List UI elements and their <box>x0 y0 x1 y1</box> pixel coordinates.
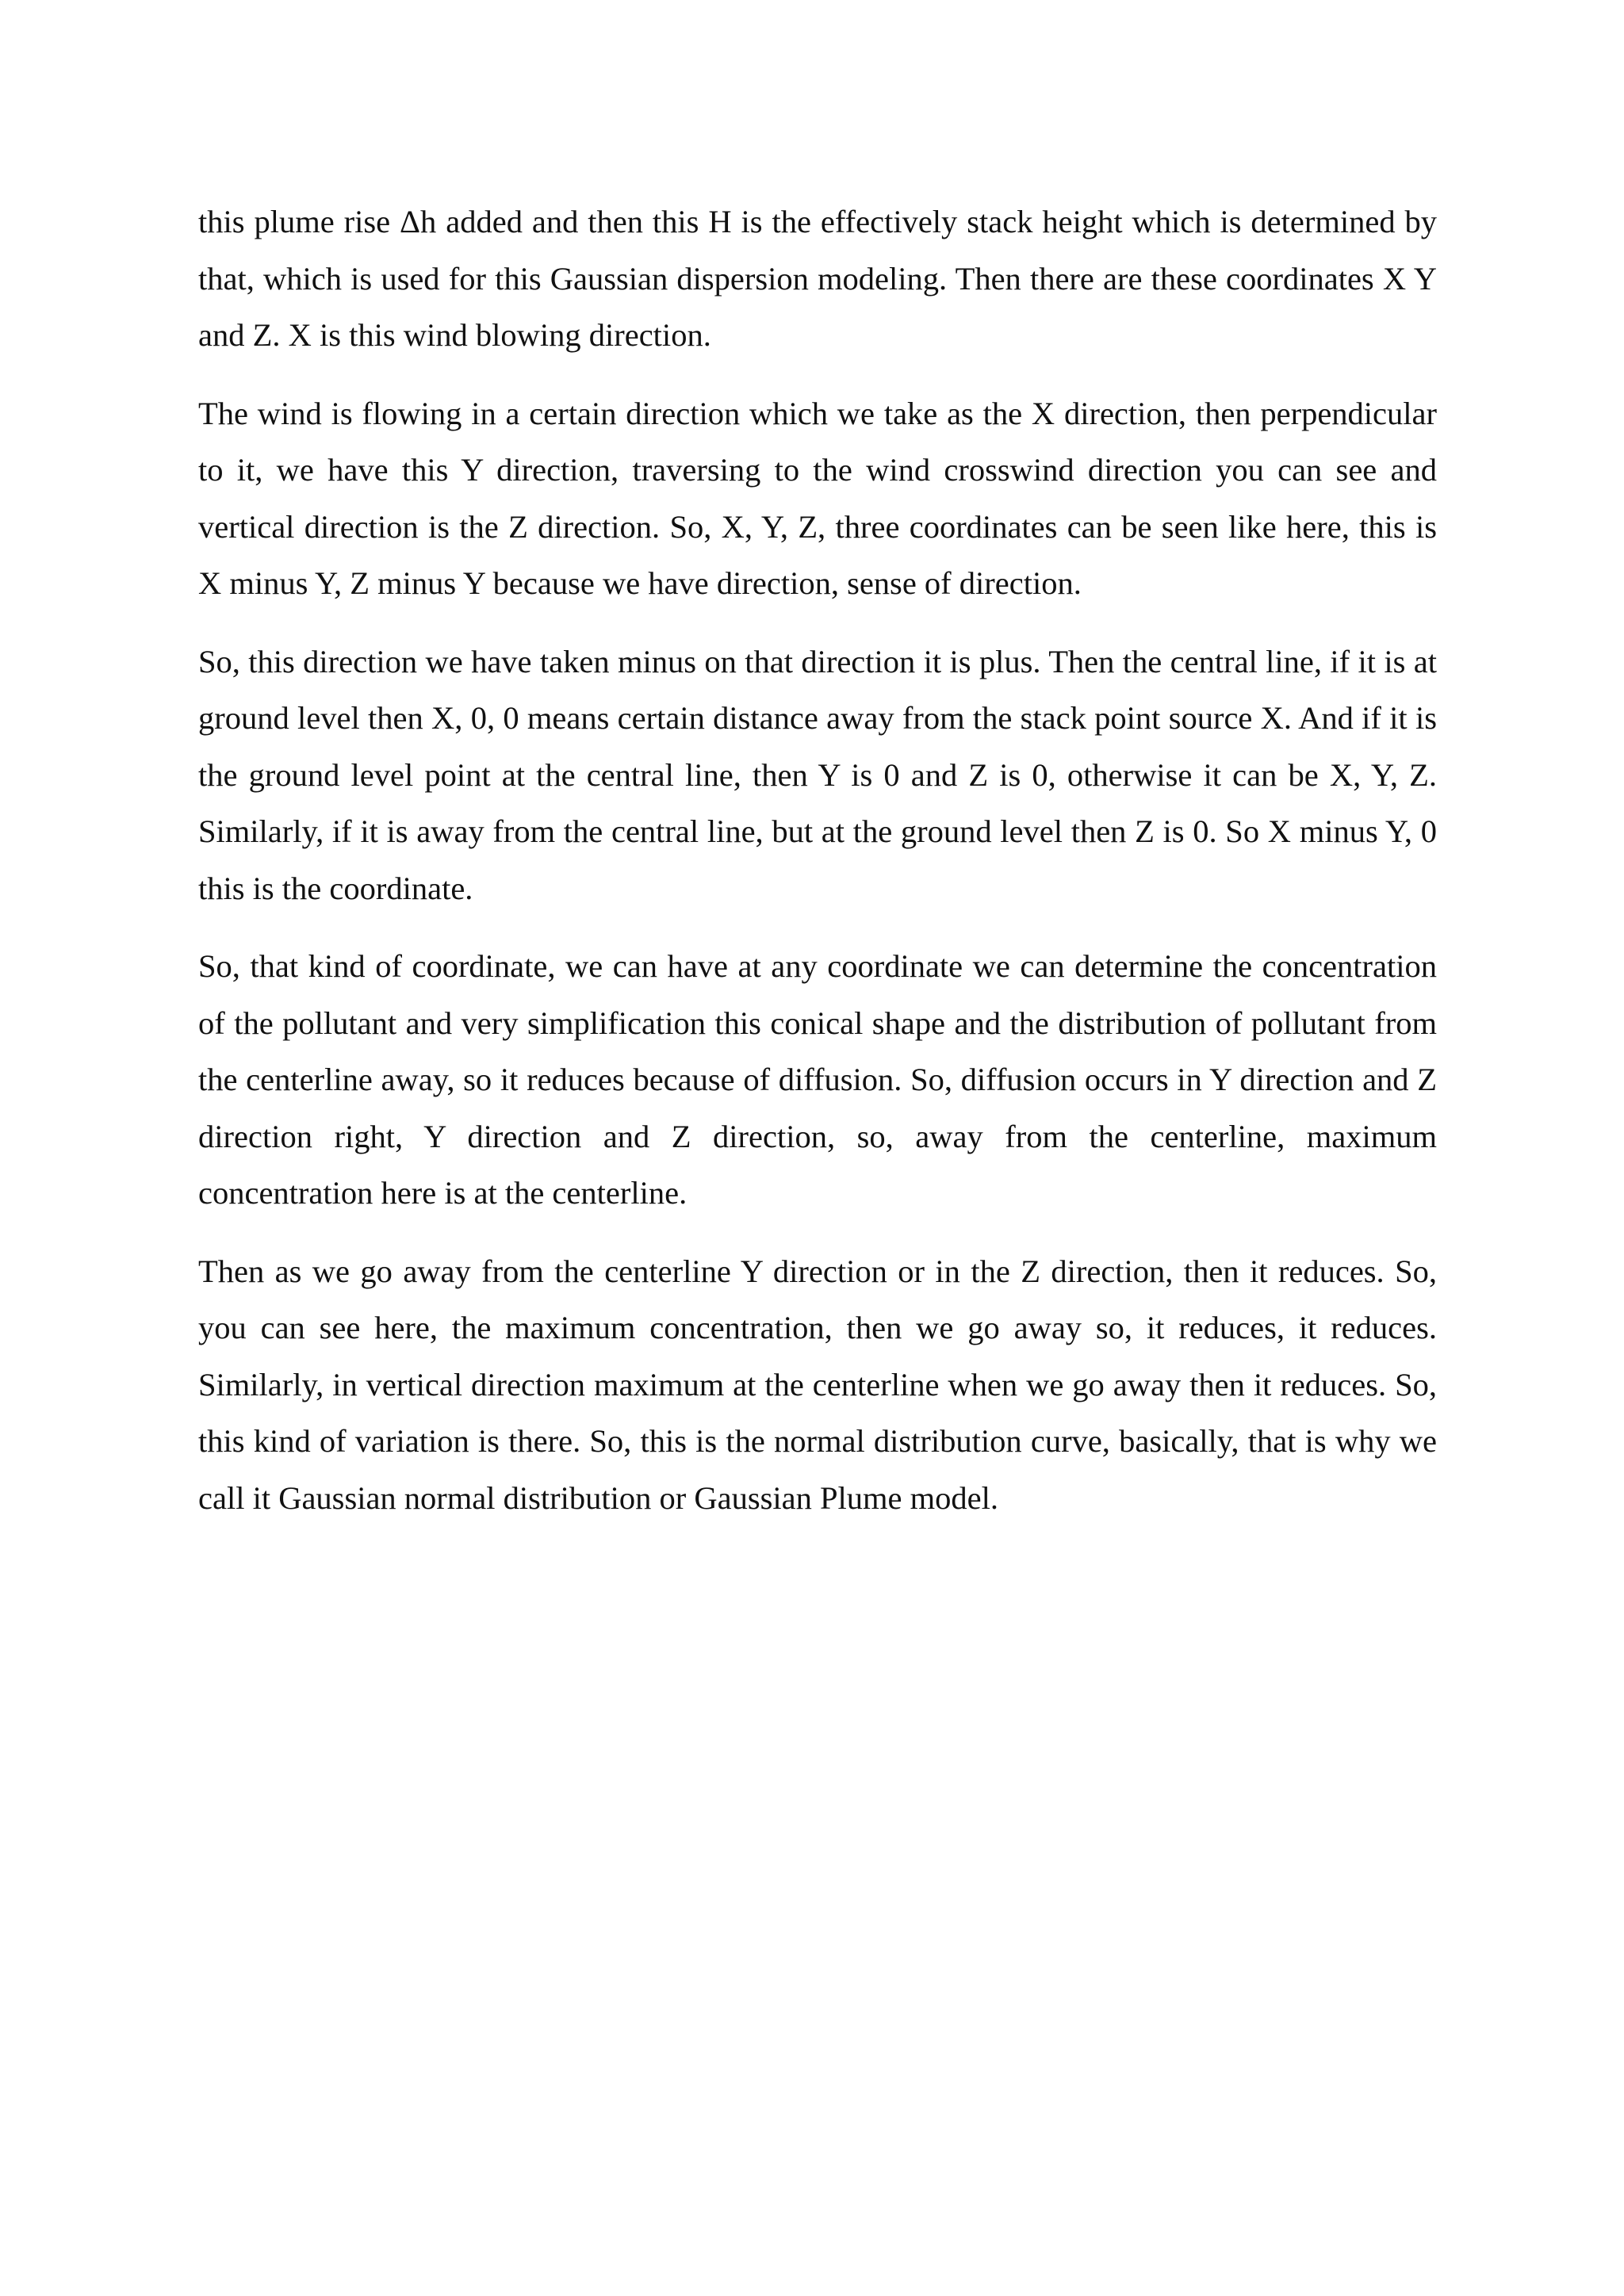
paragraph-4: So, that kind of coordinate, we can have at any coordinate we can determine the concentration of the pollutant and very simplification this conical shape and the distribution of pollutant from the centerline away, so it reduces because of diffusion. So, diffusion occurs in Y direction and Z direction right, Y direction and Z direction, so, away from the centerline, maximum concentration here is at the centerline. <box>198 948 1437 1211</box>
document-page <box>198 193 1437 1548</box>
paragraph-5: Then as we go away from the centerline Y direction or in the Z direction, then it reduces. So, you can see here, the maximum concentration, then we go away so, it reduces, it reduces. Similarly, in vertical direction maximum at the centerline when we go away then it reduces. So, this kind of variation is there. So, this is the normal distribution curve, basically, that is why we call it Gaussian normal distribution or Gaussian Plume model. <box>198 1253 1437 1516</box>
paragraph-1: this plume rise Δh added and then this H is the effectively stack height which is determined by that, which is used for this Gaussian dispersion modeling. Then there are these coordinates X Y and Z. X is this wind blowing direction. <box>198 204 1437 353</box>
paragraph-2: The wind is flowing in a certain direction which we take as the X direction, then perpendicular to it, we have this Y direction, traversing to the wind crosswind direction you can see and vertical direction is the Z direction. So, X, Y, Z, three coordinates can be seen like here, this is X minus Y, Z minus Y because we have direction, sense of direction. <box>198 395 1437 601</box>
paragraph-3: So, this direction we have taken minus on that direction it is plus. Then the central line, if it is at ground level then X, 0, 0 means certain distance away from the stack point source X. And if it is the ground level point at the central line, then Y is 0 and Z is 0, otherwise it can be X, Y, Z. Similarly, if it is away from the central line, but at the ground level then Z is 0. So X minus Y, 0 this is the coordinate. <box>198 643 1437 906</box>
